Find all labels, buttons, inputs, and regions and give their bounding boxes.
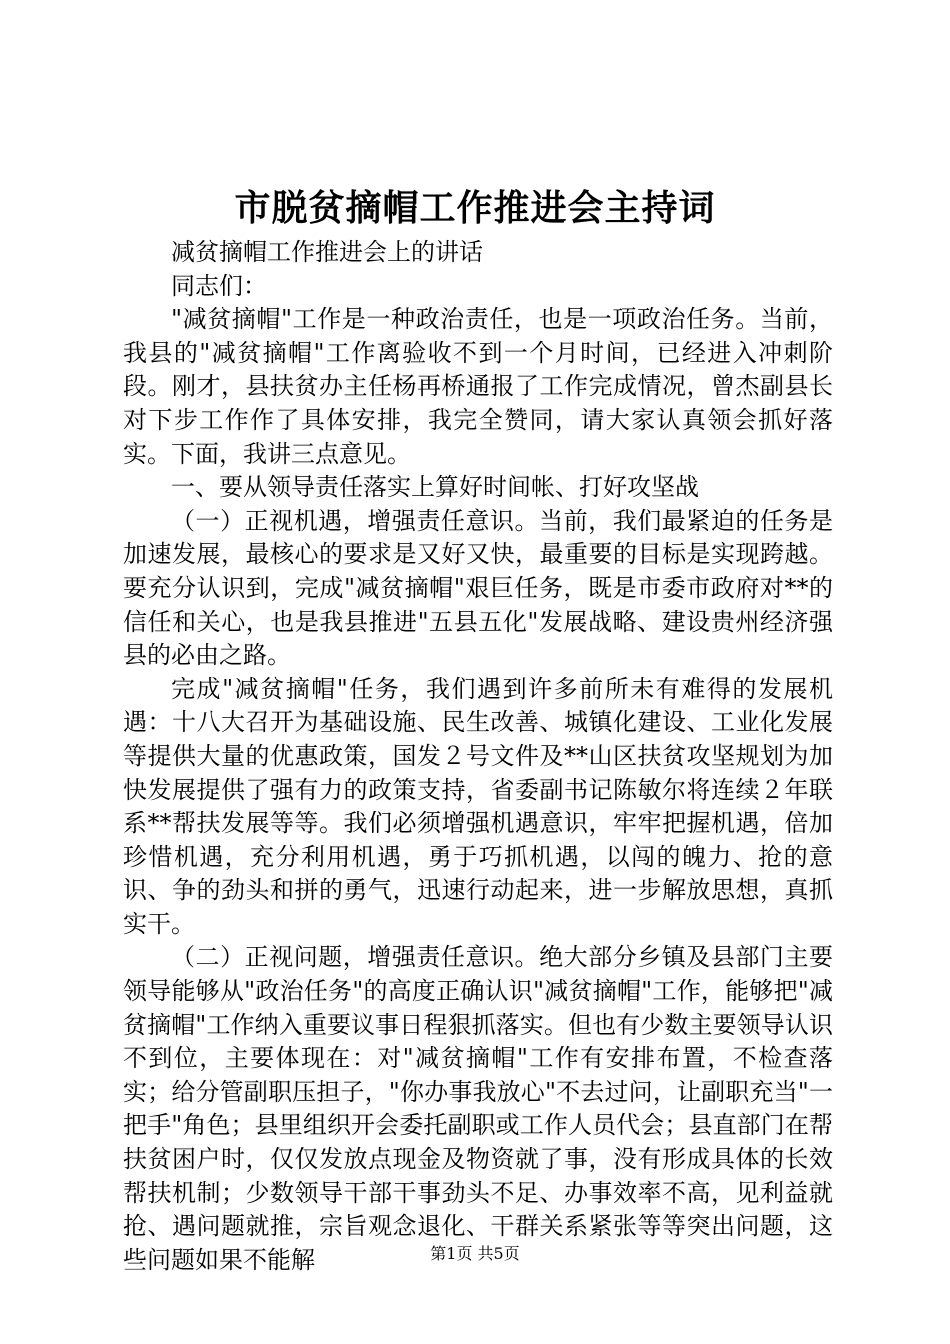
- paragraph-opportunity: （一）正视机遇，增强责任意识。当前，我们最紧迫的任务是加速发展，最核心的要求是又好又快，最重要的目标是实现跨越。要充分认识到，完成"减贫摘帽"艰巨任务，既是市委市政府对**的信任和关心，也是我县推进"五县五化"发展战略、建设贵州经济强县的必由之路。: [123, 506, 833, 670]
- paragraph-heading-one: 一、要从领导责任落实上算好时间帐、打好攻坚战: [171, 473, 699, 502]
- document-title: 市脱贫摘帽工作推进会主持词: [234, 187, 716, 229]
- paragraph-opportunity-detail: 完成"减贫摘帽"任务，我们遇到许多前所未有难得的发展机遇：十八大召开为基础设施、民生改善、城镇化建设、工业化发展等提供大量的优惠政策，国发２号文件及**山区扶贫攻坚规划为加快发展提供了强有力的政策支持，省委副书记陈敏尔将连续２年联系**帮扶发展等等。我们必须增强机遇意识，牢牢把握机遇，倍加珍惜机遇，充分利用机遇，勇于巧抓机遇，以闯的魄力、抢的意识、争的劲头和拼的勇气，迅速行动起来，进一步解放思想，真抓实干。: [123, 674, 833, 938]
- document-body: [123, 236, 833, 1277]
- page-footer: 第1页 共5页: [430, 1244, 520, 1263]
- paragraph-subtitle: 减贫摘帽工作推进会上的讲话: [171, 238, 483, 266]
- paragraph-intro: "减贫摘帽"工作是一种政治责任，也是一项政治任务。当前，我县的"减贫摘帽"工作离验收不到一个月时间，已经进入冲刺阶段。刚才，县扶贫办主任杨再桥通报了工作完成情况，曾杰副县长对下步工作作了具体安排，我完全赞同，请大家认真领会抓好落实。下面，我讲三点意见。: [123, 305, 833, 468]
- paragraph-problems: （二）正视问题，增强责任意识。绝大部分乡镇及县部门主要领导能够从"政治任务"的高度正确认识"减贫摘帽"工作，能够把"减贫摘帽"工作纳入重要议事日程狠抓落实。但也有少数主要领导认识不到位，主要体现在：对"减贫摘帽"工作有安排布置，不检查落实；给分管副职压担子，"你办事我放心"不去过问，让副职充当"一把手"角色；县里组织开会委托副职或工作人员代会；县直部门在帮扶贫困户时，仅仅发放点现金及物资就了事，没有形成具体的长效帮扶机制；少数领导干部干事劲头不足、办事效率不高，见利益就抢、遇问题就推，宗旨观念退化、干群关系紧张等等突出问题，这些问题如果不能解: [123, 943, 833, 1274]
- paragraph-salutation: 同志们：: [171, 271, 267, 300]
